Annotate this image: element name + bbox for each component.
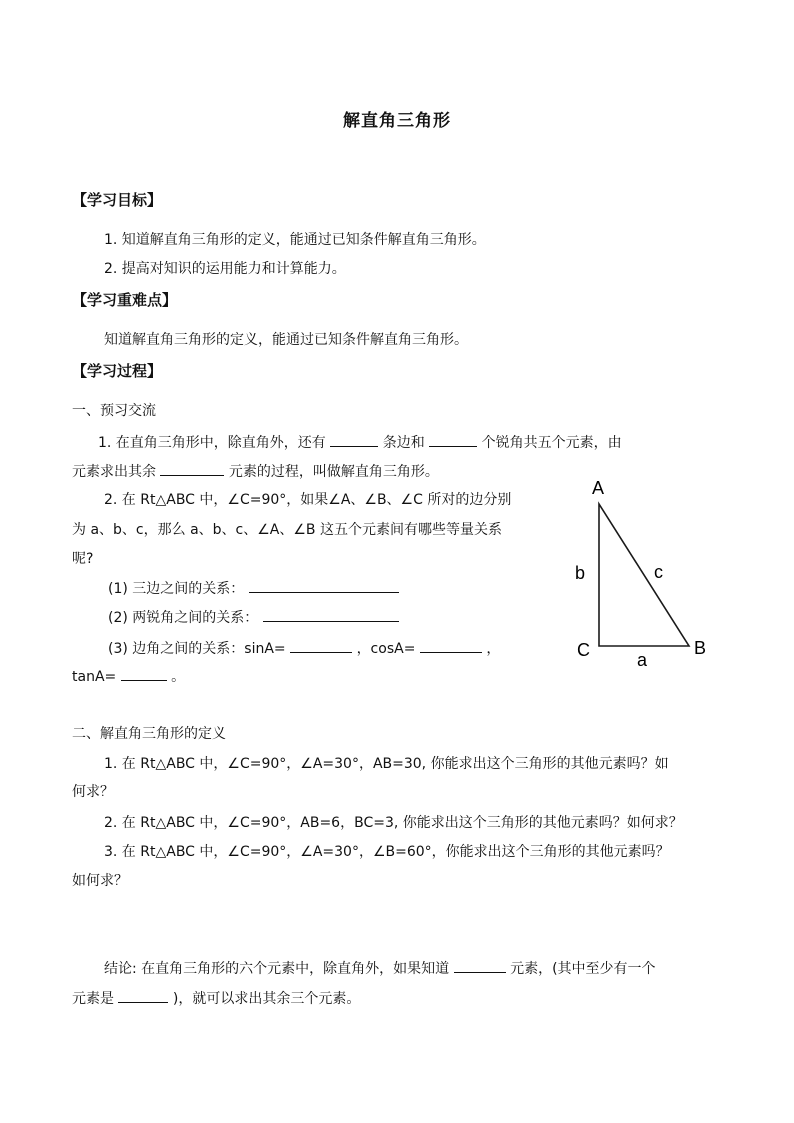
q1-text-a: 1. 在直角三角形中，除直角外，还有 (98, 435, 326, 451)
section2-heading: 二、解直角三角形的定义 (72, 726, 226, 742)
sub3-label-a: (3) 边角之间的关系：sinA= (108, 641, 286, 657)
section2-q3-line1: 3. 在 Rt△ABC 中，∠C=90°，∠A=30°，∠B=60°，你能求出这个三角形的其他元素吗？ (104, 844, 670, 860)
q1-text-e: 元素的过程，叫做解直角三角形。 (228, 464, 439, 480)
page-title: 解直角三角形 (343, 111, 451, 131)
cosa-blank[interactable] (420, 638, 482, 653)
sub-question-2 (108, 607, 399, 628)
section2-q1-line2: 何求？ (72, 784, 114, 800)
q1-text-c: 个锐角共五个元素，由 (481, 435, 622, 451)
right-triangle-diagram (570, 470, 720, 680)
q1-text-b: 条边和 (382, 435, 425, 451)
conclusion-blank-count[interactable] (454, 958, 506, 973)
objective-item-2: 2. 提高对知识的运用能力和计算能力。 (104, 261, 346, 277)
side-a-label: a (637, 650, 648, 670)
sub3-label-d: tanA= (72, 669, 117, 685)
conclusion-text-a: 结论: 在直角三角形的六个元素中，除直角外，如果知道 (104, 961, 450, 977)
key-points-text: 知道解直角三角形的定义，能通过已知条件解直角三角形。 (104, 332, 468, 348)
tana-blank[interactable] (121, 666, 167, 681)
vertex-b-label: B (694, 638, 707, 658)
sub3-label-e: 。 (171, 669, 186, 685)
process-heading: 【学习过程】 (72, 362, 163, 380)
objectives-heading: 【学习目标】 (72, 191, 163, 209)
triangle-shape (599, 504, 689, 646)
sina-blank[interactable] (290, 638, 352, 653)
conclusion-text-c: 元素是 (72, 991, 114, 1007)
vertex-c-label: C (577, 640, 590, 660)
q1-blank-remaining[interactable] (160, 461, 224, 476)
section2-q2: 2. 在 Rt△ABC 中，∠C=90°，AB=6，BC=3, 你能求出这个三角形的其他元素吗？如何求？ (104, 815, 683, 831)
sub3-label-b: ，cosA= (356, 641, 416, 657)
sub1-blank[interactable] (249, 578, 399, 593)
conclusion-line2 (72, 988, 360, 1009)
conclusion-text-d: )，就可以求出其余三个元素。 (172, 991, 361, 1007)
section1-q1-line2 (72, 461, 439, 482)
section1-q2-line1: 2. 在 Rt△ABC 中，∠C=90°，如果∠A、∠B、∠C 所对的边分别 (104, 492, 512, 508)
section2-q3-line2: 如何求？ (72, 873, 128, 889)
objective-item-1: 1. 知道解直角三角形的定义，能通过已知条件解直角三角形。 (104, 232, 486, 248)
section1-heading: 一、预习交流 (72, 403, 156, 419)
section2-q1-line1: 1. 在 Rt△ABC 中，∠C=90°，∠A=30°，AB=30, 你能求出这个三角形的其他元素吗？如 (104, 756, 669, 772)
section1-q2-line3: 呢? (72, 551, 94, 567)
q1-blank-angles[interactable] (429, 432, 477, 447)
sub1-label: (1) 三边之间的关系： (108, 581, 245, 597)
sub-question-3-line2 (72, 666, 185, 687)
sub-question-3 (108, 638, 500, 659)
conclusion-line1 (104, 958, 656, 979)
section1-q1-line1 (98, 432, 622, 453)
sub3-label-c: ， (486, 641, 501, 657)
conclusion-text-b: 元素，(其中至少有一个 (510, 961, 656, 977)
conclusion-blank-element[interactable] (118, 988, 168, 1003)
vertex-a-label: A (592, 478, 605, 498)
key-points-heading: 【学习重难点】 (72, 291, 178, 309)
q1-text-d: 元素求出其余 (72, 464, 156, 480)
q1-blank-sides[interactable] (330, 432, 378, 447)
sub-question-1 (108, 578, 399, 599)
section1-q2-line2: 为 a、b、c，那么 a、b、c、∠A、∠B 这五个元素间有哪些等量关系 (72, 522, 502, 538)
side-b-label: b (575, 563, 586, 583)
side-c-label: c (654, 562, 663, 582)
sub2-blank[interactable] (263, 607, 399, 622)
sub2-label: (2) 两锐角之间的关系： (108, 610, 259, 626)
